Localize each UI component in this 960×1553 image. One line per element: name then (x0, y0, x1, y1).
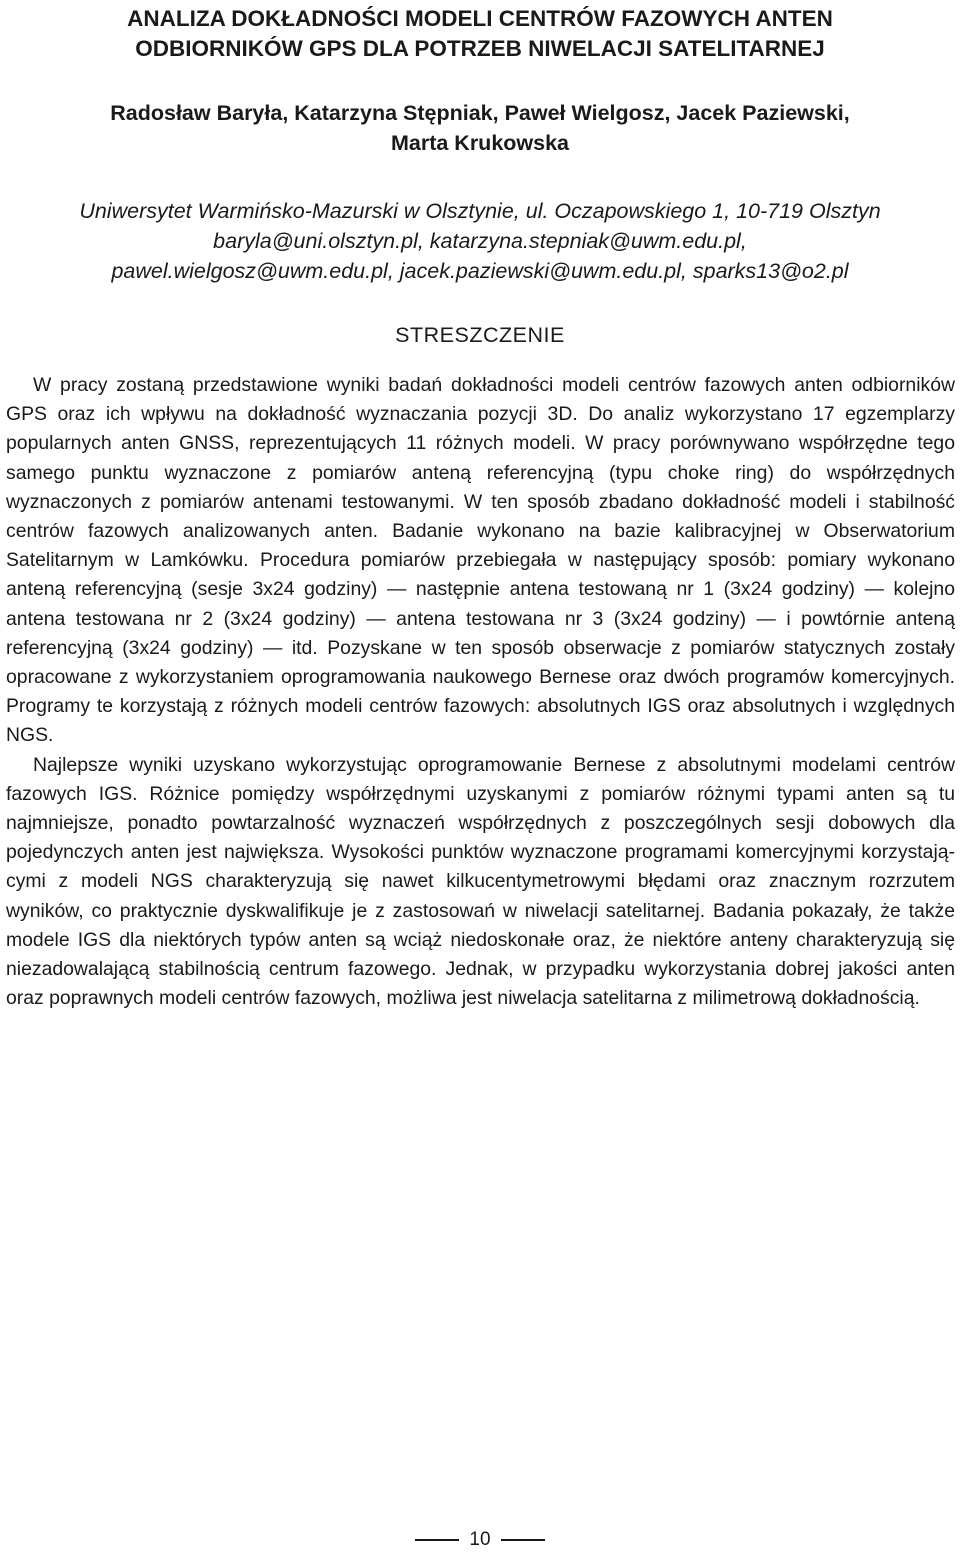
page-number-right-rule (501, 1539, 545, 1541)
author-list-line-1: Radosław Baryła, Katarzyna Stępniak, Paweł Wielgosz, Jacek Paziewski, (110, 101, 850, 125)
abstract-body (6, 371, 955, 1013)
affiliation (0, 196, 960, 286)
page-number (0, 1528, 960, 1552)
author-list-line-2: Marta Krukowska (390, 131, 570, 155)
affiliation-emails-line-1: baryla@uni.olsztyn.pl, katarzyna.stepniak@uwm.edu.pl, (213, 229, 747, 253)
affiliation-emails-line-2: pawel.wielgosz@uwm.edu.pl, jacek.paziewski@uwm.edu.pl, sparks13@o2.pl (111, 259, 849, 283)
paper-title-line-2: ODBIORNIKÓW GPS DLA POTRZEB NIWELACJI SATELITARNEJ (135, 36, 825, 61)
page-number-value: 10 (469, 1529, 491, 1550)
abstract-paragraph-2: Najlepsze wyniki uzyskano wykorzystując oprogramowanie Bernese z absolutnymi modelami centrów fazowych IGS. Różnice pomiędzy współrzędnymi uzyskanymi z pomiarów różnymi typami anten są tu najmniejsze, ponadto powtarzalność wyznaczeń współrzędnych z poszczególnych sesji dobowych dla pojedynczych anten jest największa. Wysokości punktów wyznaczone programami komercyjnymi korzystającymi z modeli NGS charakteryzują się nawet kilkucentymetrowymi błędami oraz znacznym rozrzutem wyników, co praktycznie dyskwalifikuje je z zastosowań w niwelacji satelitarnej. Badania pokazały, że także modele IGS dla niektórych typów anten są wciąż niedoskonałe oraz, że niektóre anteny charakteryzują się niezadowalającą stabilnością centrum fazowego. Jednak, w przypadku wykorzystania dobrej jakości anten oraz poprawnych modeli centrów fazowych, możliwa jest niwelacja satelitarna z milimetrową dokładnością. (6, 753, 955, 1010)
paper-title (0, 4, 960, 64)
abstract-paragraph-1: W pracy zostaną przedstawione wyniki badań dokładności modeli centrów fazowych anten odbiorników GPS oraz ich wpływu na dokładność wyznaczania pozycji 3D. Do analiz wykorzystano 17 egzemplarzy popularnych anten GNSS, reprezentujących 11 różnych modeli. W pracy porównywano współrzędne tego samego punktu wyznaczone z pomiarów anteną referencyjną (typu choke ring) do współrzędnych wyznaczonych z pomiarów antenami testowanymi. W ten sposób zbadano dokładność modeli i stabilność centrów fazowych analizowanych anten. Badanie wykonano na bazie kalibracyjnej w Obserwatorium Satelitarnym w Lamkówku. Procedura pomiarów przebiegała w następujący sposób: pomiary wykonano anteną referencyjną (sesje 3x24 godziny) — następnie antena testowaną nr 1 (3x24 godziny) — kolejno antena testowana nr 2 (3x24 godziny) — antena testowana nr 3 (3x24 godziny) — i powtórnie anteną referencyjną (3x24 godziny) — itd. Pozyskane w ten sposób obserwacje z pomiarów statycznych zostały opracowane z wykorzystaniem oprogramowania naukowego Bernese oraz dwóch programów komercyjnych. Programy te korzystają z różnych modeli centrów fazowych: absolutnych IGS oraz absolutnych i względnych NGS. (6, 374, 955, 747)
abstract-heading: STRESZCZENIE (395, 323, 565, 347)
paper-title-line-1: ANALIZA DOKŁADNOŚCI MODELI CENTRÓW FAZOWYCH ANTEN (127, 6, 833, 31)
page-number-left-rule (415, 1539, 459, 1541)
author-list (0, 98, 960, 158)
affiliation-address: Uniwersytet Warmińsko-Mazurski w Olsztynie, ul. Oczapowskiego 1, 10-719 Olsztyn (79, 199, 881, 223)
